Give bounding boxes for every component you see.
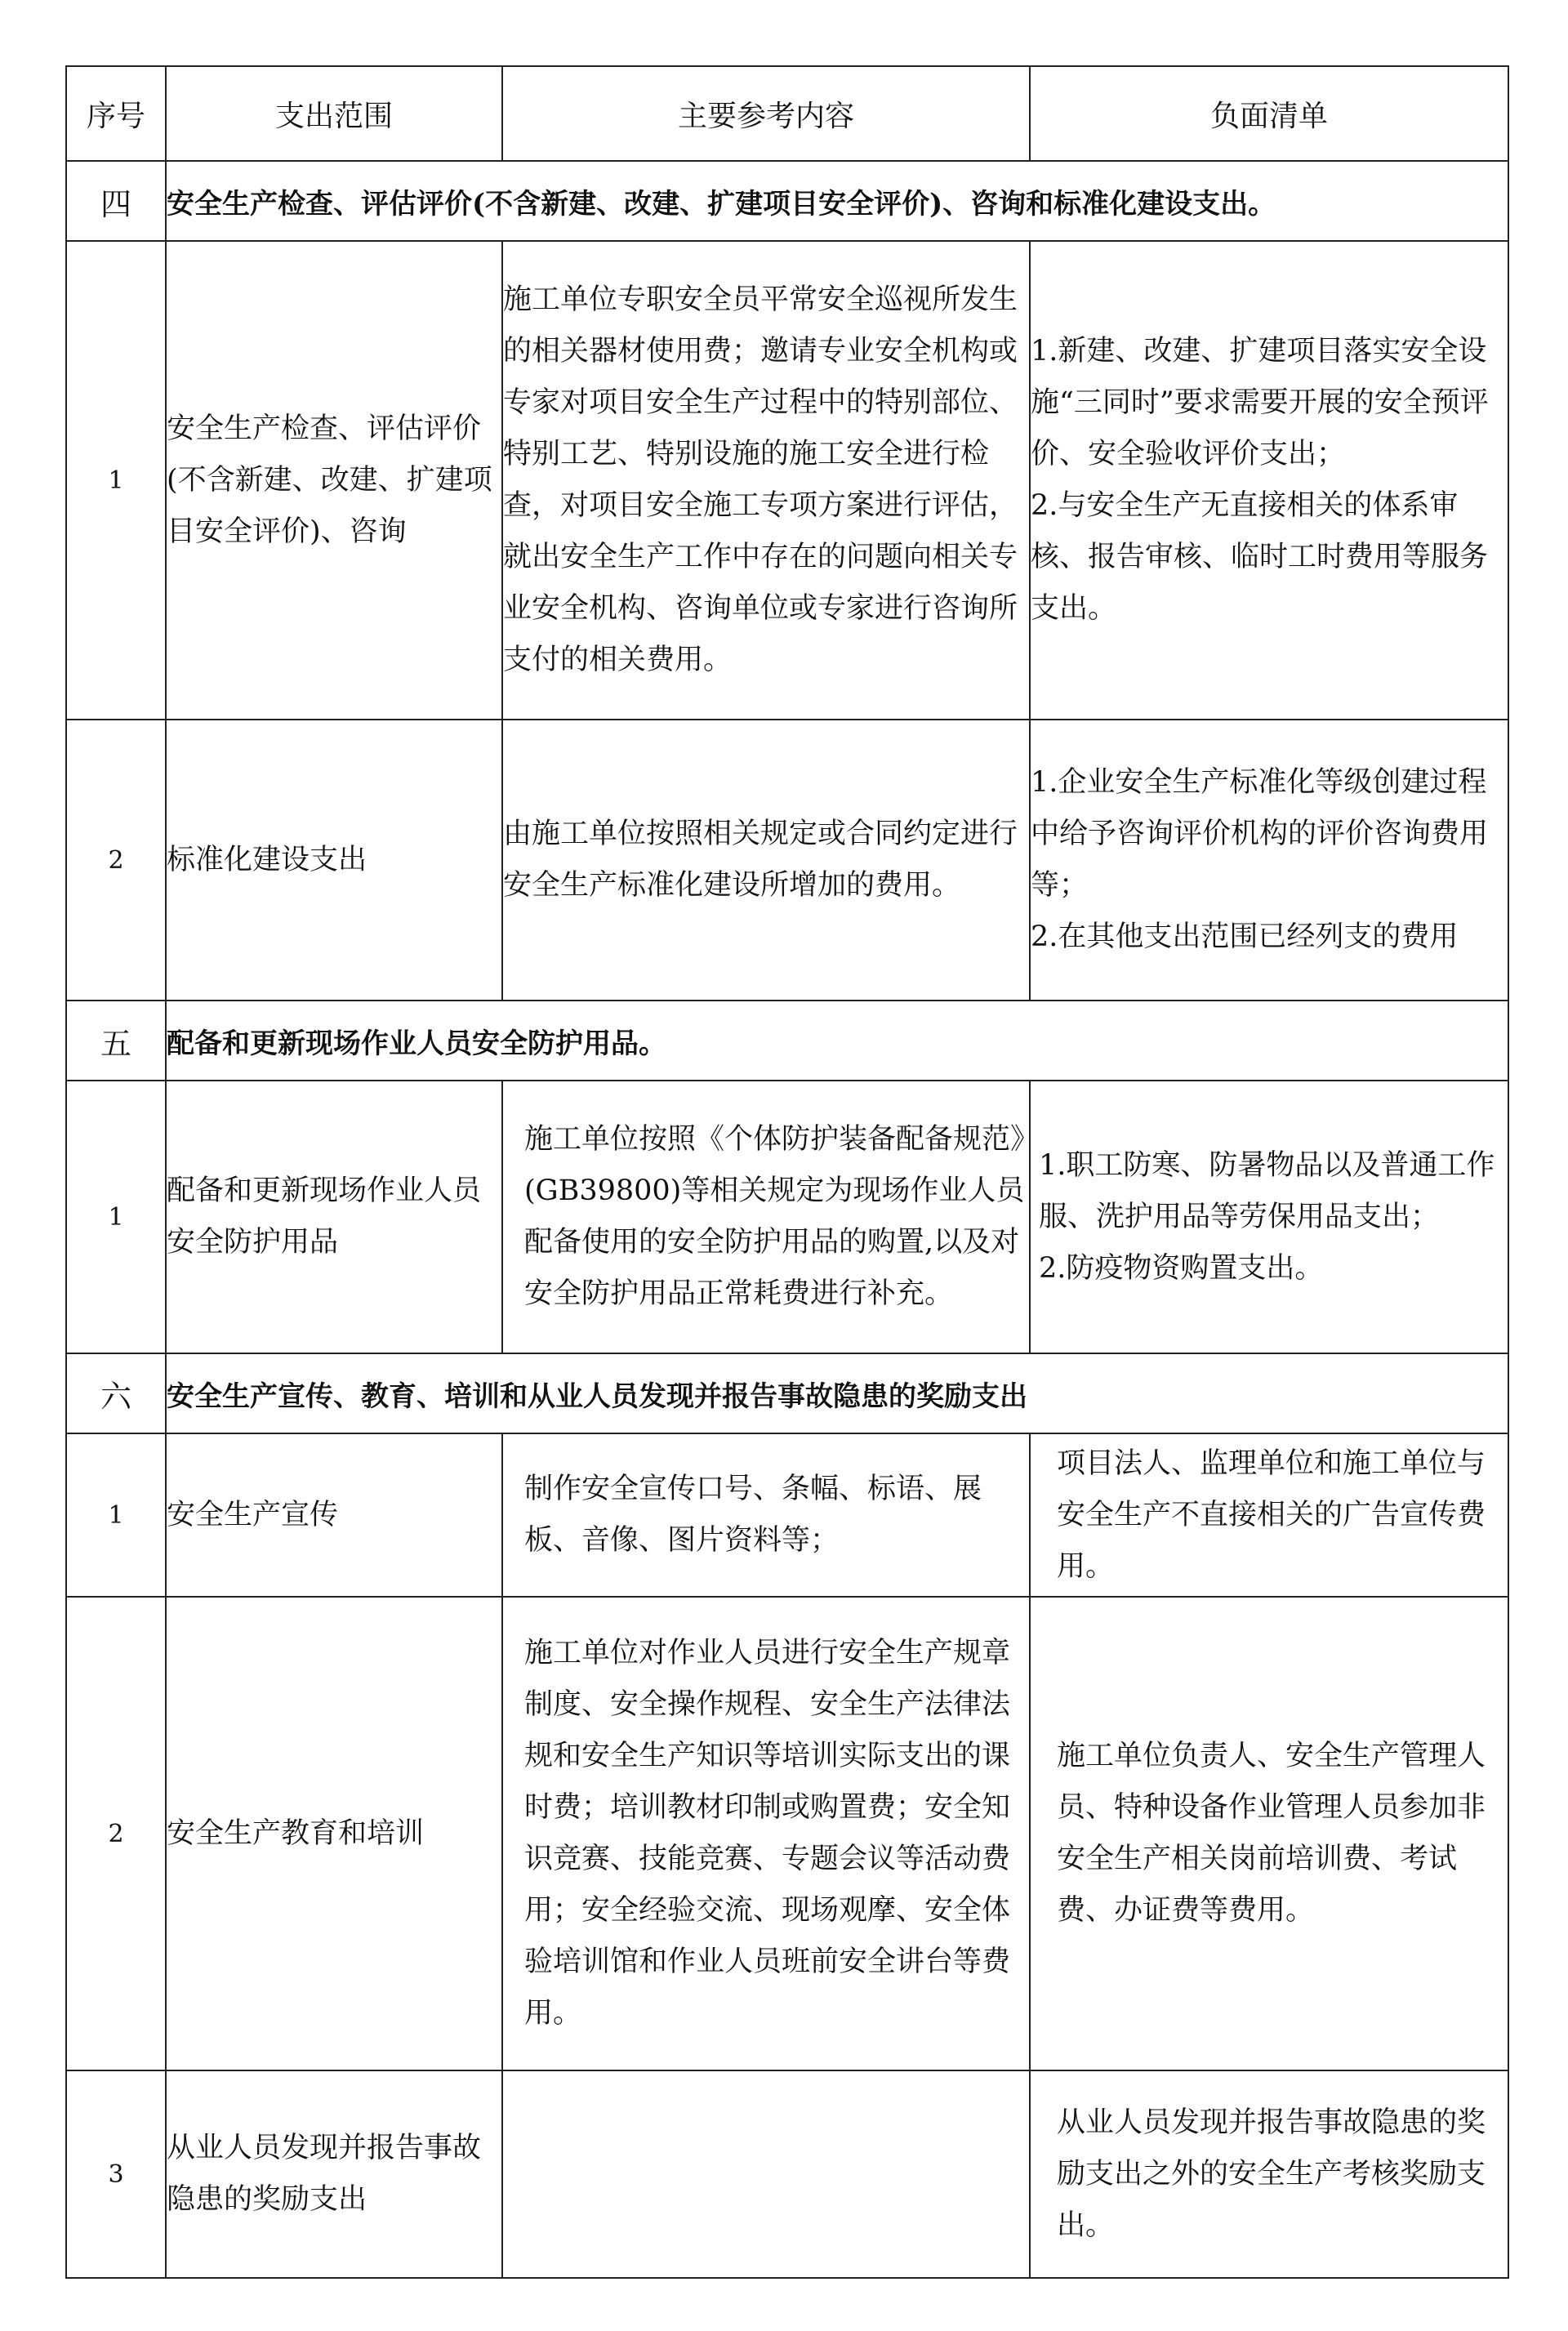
section-number: 六 — [66, 1353, 166, 1433]
table-row — [66, 1597, 1508, 2070]
section-title: 安全生产检查、评估评价(不含新建、改建、扩建项目安全评价)、咨询和标准化建设支出。 — [166, 161, 1508, 241]
negative-item: 施工单位负责人、安全生产管理人员、特种设备作业管理人员参加非安全生产相关岗前培训费、考试费、办证费等费用。 — [1057, 1740, 1486, 1927]
section-row — [66, 1353, 1508, 1433]
negative-list — [1030, 1433, 1508, 1597]
negative-list — [1030, 1597, 1508, 2070]
negative-item: 1.职工防寒、防暑物品以及普通工作服、洗护用品等劳保用品支出； — [1039, 1148, 1495, 1233]
section-number: 四 — [66, 161, 166, 241]
negative-item: 2.与安全生产无直接相关的体系审核、报告审核、临时工时费用等服务支出。 — [1031, 489, 1489, 625]
section-number: 五 — [66, 1001, 166, 1081]
negative-list — [1030, 241, 1508, 720]
negative-item: 项目法人、监理单位和施工单位与安全生产不直接相关的广告宣传费用。 — [1057, 1446, 1486, 1583]
header-negative-list: 负面清单 — [1030, 66, 1508, 161]
negative-list — [1030, 720, 1508, 1001]
section-row — [66, 1001, 1508, 1081]
table-row — [66, 720, 1508, 1001]
section-row — [66, 161, 1508, 241]
negative-list — [1030, 1081, 1508, 1353]
header-no: 序号 — [66, 66, 166, 161]
expense-scope: 安全生产教育和培训 — [166, 1597, 502, 2070]
negative-item: 1.新建、改建、扩建项目落实安全设施“三同时”要求需要开展的安全预评价、安全验收评价支出； — [1031, 335, 1489, 470]
expense-scope: 配备和更新现场作业人员安全防护用品 — [166, 1081, 502, 1353]
negative-item: 从业人员发现并报告事故隐患的奖励支出之外的安全生产考核奖励支出。 — [1057, 2106, 1486, 2242]
reference-content: 由施工单位按照相关规定或合同约定进行安全生产标准化建设所增加的费用。 — [502, 720, 1030, 1001]
header-content: 主要参考内容 — [502, 66, 1030, 161]
reference-content: 制作安全宣传口号、条幅、标语、展板、音像、图片资料等； — [502, 1433, 1030, 1597]
table-row — [66, 241, 1508, 720]
reference-content: 施工单位对作业人员进行安全生产规章制度、安全操作规程、安全生产法律法规和安全生产知识等培训实际支出的课时费；培训教材印制或购置费；安全知识竞赛、技能竞赛、专题会议等活动费用；安全经验交流、现场观摩、安全体验培训馆和作业人员班前安全讲台等费用。 — [502, 1597, 1030, 2070]
header-scope: 支出范围 — [166, 66, 502, 161]
negative-item: 1.企业安全生产标准化等级创建过程中给予咨询评价机构的评价咨询费用等； — [1031, 766, 1489, 902]
expense-scope: 安全生产宣传 — [166, 1433, 502, 1597]
negative-list — [1030, 2070, 1508, 2278]
reference-content: 施工单位专职安全员平常安全巡视所发生的相关器材使用费；邀请专业安全机构或专家对项目安全生产过程中的特别部位、特别工艺、特别设施的施工安全进行检查，对项目安全施工专项方案进行评估，就出安全生产工作中存在的问题向相关专业安全机构、咨询单位或专家进行咨询所支付的相关费用。 — [502, 241, 1030, 720]
table-row — [66, 2070, 1508, 2278]
negative-item: 2.防疫物资购置支出。 — [1039, 1251, 1324, 1285]
expense-table — [65, 65, 1509, 2279]
row-number: 2 — [66, 1597, 166, 2070]
expense-scope: 安全生产检查、评估评价(不含新建、改建、扩建项目安全评价)、咨询 — [166, 241, 502, 720]
section-title: 配备和更新现场作业人员安全防护用品。 — [166, 1001, 1508, 1081]
table-row — [66, 1433, 1508, 1597]
expense-scope: 标准化建设支出 — [166, 720, 502, 1001]
table-row — [66, 1081, 1508, 1353]
row-number: 3 — [66, 2070, 166, 2278]
expense-scope: 从业人员发现并报告事故隐患的奖励支出 — [166, 2070, 502, 2278]
negative-item: 2.在其他支出范围已经列支的费用 — [1031, 920, 1459, 953]
row-number: 1 — [66, 1081, 166, 1353]
header-row — [66, 66, 1508, 161]
row-number: 2 — [66, 720, 166, 1001]
row-number: 1 — [66, 241, 166, 720]
section-title: 安全生产宣传、教育、培训和从业人员发现并报告事故隐患的奖励支出 — [166, 1353, 1508, 1433]
reference-content: 施工单位按照《个体防护装备配备规范》(GB39800)等相关规定为现场作业人员配备使用的安全防护用品的购置,以及对安全防护用品正常耗费进行补充。 — [502, 1081, 1030, 1353]
reference-content — [502, 2070, 1030, 2278]
row-number: 1 — [66, 1433, 166, 1597]
